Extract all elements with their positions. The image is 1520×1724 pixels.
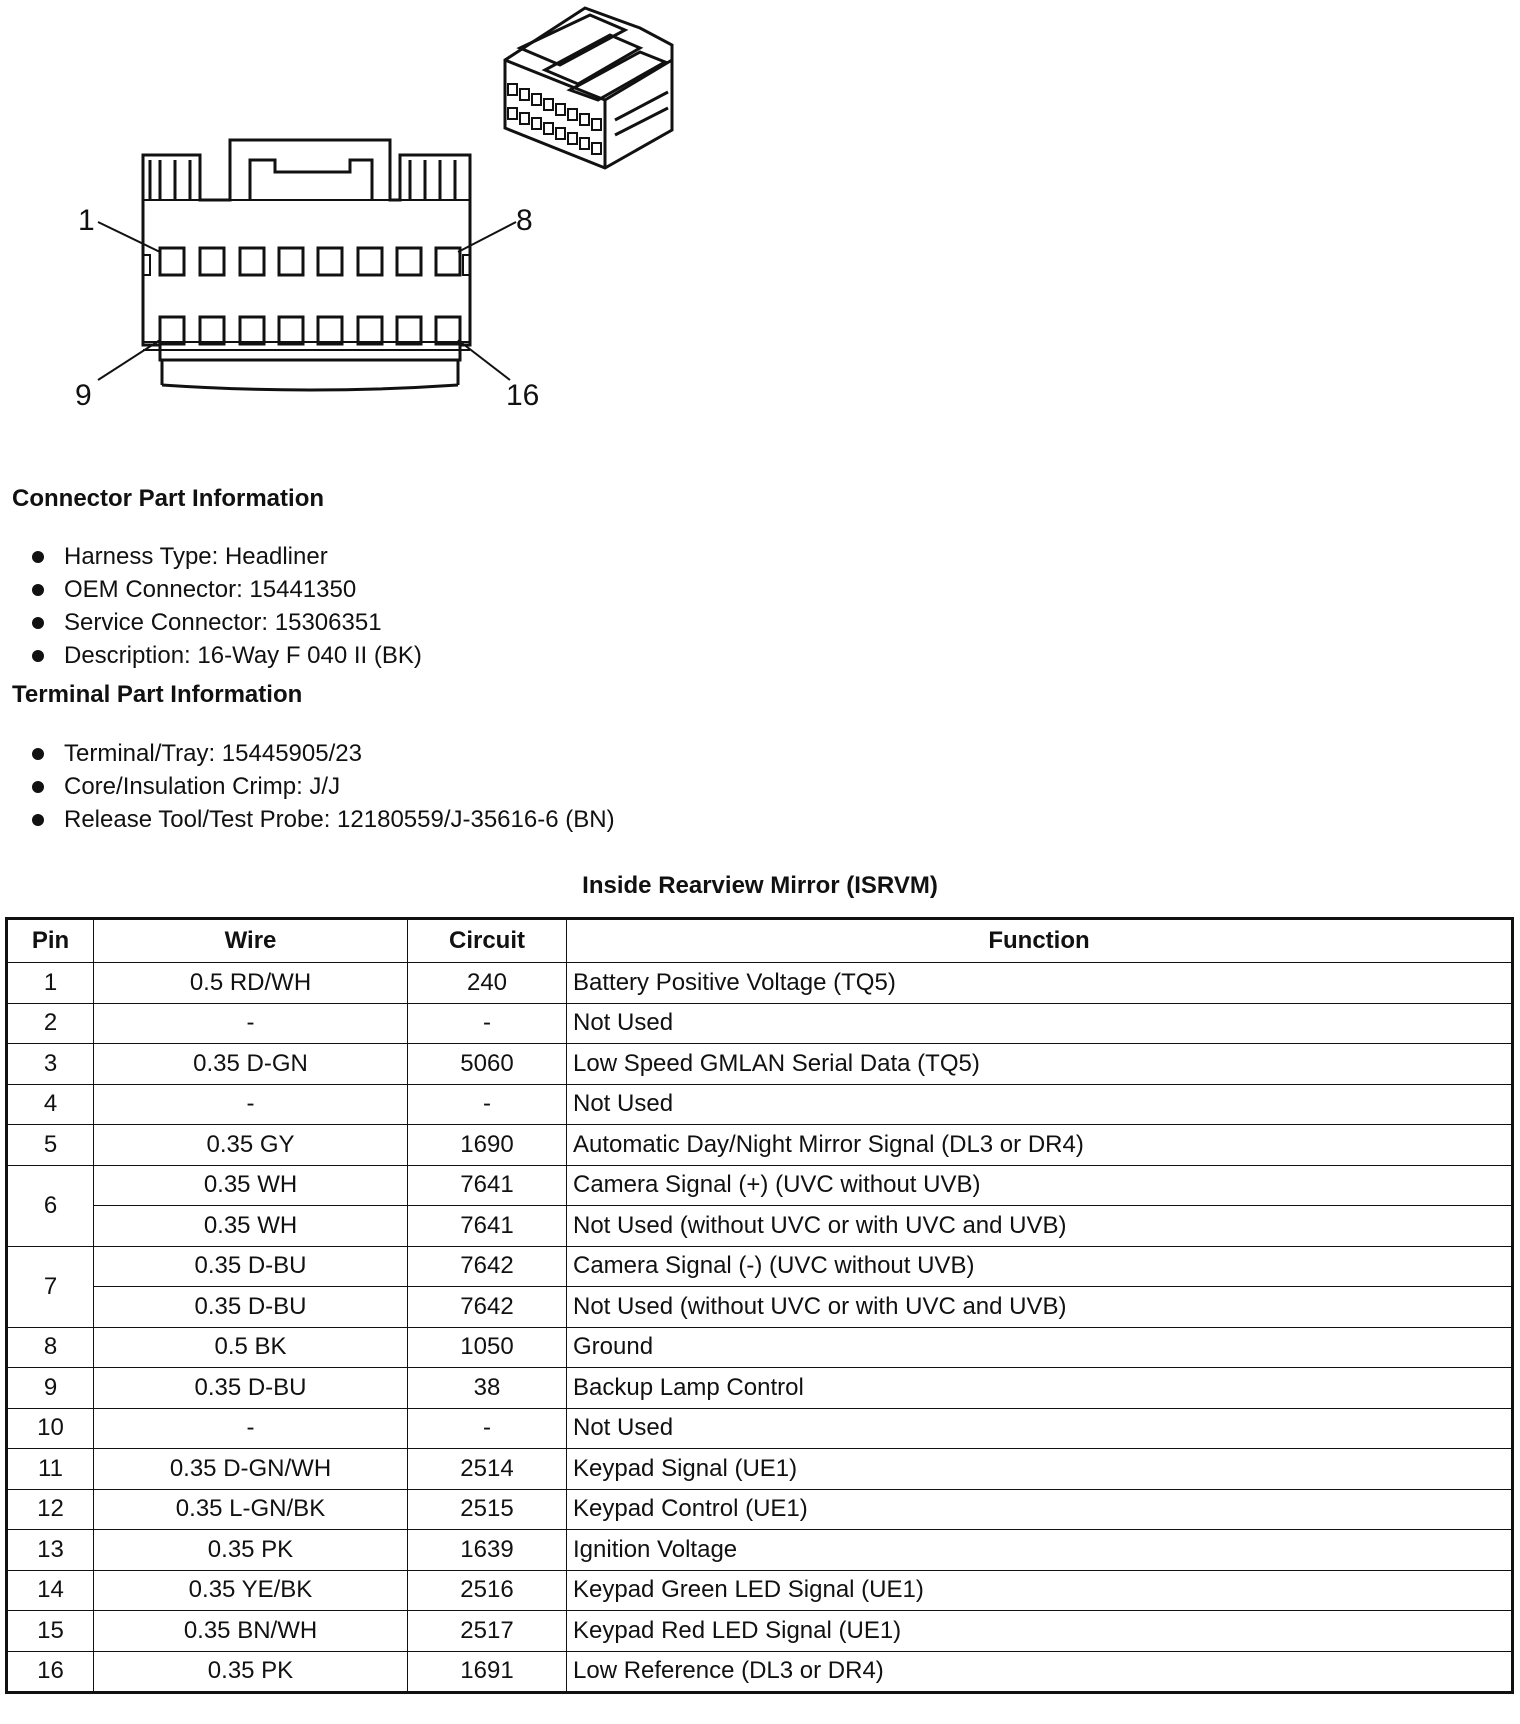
- terminal-part-info-list: [30, 737, 615, 836]
- cell-function: Battery Positive Voltage (TQ5): [567, 963, 1513, 1004]
- cell-circuit: -: [408, 1408, 567, 1449]
- list-item: Harness Type: Headliner: [30, 540, 422, 573]
- list-item: Service Connector: 15306351: [30, 606, 422, 639]
- connector-face-view: [98, 140, 516, 390]
- cell-wire: 0.35 L-GN/BK: [94, 1489, 408, 1530]
- bullet-icon: [32, 748, 44, 760]
- table-row: [7, 1327, 1513, 1368]
- cell-circuit: 1050: [408, 1327, 567, 1368]
- cell-pin: 15: [7, 1611, 94, 1652]
- table-row: [7, 1125, 1513, 1166]
- cell-function: Keypad Control (UE1): [567, 1489, 1513, 1530]
- cell-pin: 6: [7, 1165, 94, 1246]
- table-row: [7, 963, 1513, 1004]
- cell-circuit: 7642: [408, 1246, 567, 1287]
- pin-callout-9: 9: [75, 379, 92, 412]
- cell-circuit: 2517: [408, 1611, 567, 1652]
- header-pin: Pin: [7, 919, 94, 963]
- cell-pin: 1: [7, 963, 94, 1004]
- table-title: Inside Rearview Mirror (ISRVM): [582, 872, 938, 899]
- cell-pin: 5: [7, 1125, 94, 1166]
- cell-function: Not Used: [567, 1408, 1513, 1449]
- cell-wire: 0.35 D-GN: [94, 1044, 408, 1085]
- cell-pin: 3: [7, 1044, 94, 1085]
- list-item: Core/Insulation Crimp: J/J: [30, 770, 615, 803]
- cell-pin: 8: [7, 1327, 94, 1368]
- header-function: Function: [567, 919, 1513, 963]
- table-row: [7, 1489, 1513, 1530]
- cell-pin: 16: [7, 1651, 94, 1693]
- list-item: Terminal/Tray: 15445905/23: [30, 737, 615, 770]
- table-row: [7, 1003, 1513, 1044]
- cell-circuit: 2516: [408, 1570, 567, 1611]
- cell-pin: 14: [7, 1570, 94, 1611]
- table-row: [7, 1044, 1513, 1085]
- pin-table: [5, 917, 1514, 1694]
- pin-callout-8: 8: [516, 204, 533, 237]
- cell-wire: 0.35 PK: [94, 1651, 408, 1693]
- cell-circuit: 7641: [408, 1165, 567, 1206]
- cell-pin: 12: [7, 1489, 94, 1530]
- table-row: [7, 1651, 1513, 1693]
- bullet-icon: [32, 617, 44, 629]
- cell-pin: 9: [7, 1368, 94, 1409]
- cell-wire: 0.35 D-GN/WH: [94, 1449, 408, 1490]
- pin-callout-1: 1: [78, 204, 95, 237]
- cell-function: Not Used (without UVC or with UVC and UVB): [567, 1206, 1513, 1247]
- cell-circuit: 2514: [408, 1449, 567, 1490]
- cell-wire: -: [94, 1408, 408, 1449]
- table-row: [7, 1084, 1513, 1125]
- cell-circuit: 2515: [408, 1489, 567, 1530]
- list-item: Release Tool/Test Probe: 12180559/J-35616-6 (BN): [30, 803, 615, 836]
- cell-function: Backup Lamp Control: [567, 1368, 1513, 1409]
- cell-circuit: 38: [408, 1368, 567, 1409]
- cell-pin: 7: [7, 1246, 94, 1327]
- cell-function: Keypad Green LED Signal (UE1): [567, 1570, 1513, 1611]
- table-row: [7, 1368, 1513, 1409]
- pin-callout-16: 16: [506, 379, 540, 412]
- table-header-row: [7, 919, 1513, 963]
- cell-function: Ignition Voltage: [567, 1530, 1513, 1571]
- cell-wire: 0.35 BN/WH: [94, 1611, 408, 1652]
- header-circuit: Circuit: [408, 919, 567, 963]
- cell-wire: 0.35 WH: [94, 1206, 408, 1247]
- cell-circuit: 1639: [408, 1530, 567, 1571]
- cell-circuit: 7642: [408, 1287, 567, 1328]
- leader-line-9: [98, 340, 160, 380]
- cell-wire: 0.35 PK: [94, 1530, 408, 1571]
- cell-function: Keypad Red LED Signal (UE1): [567, 1611, 1513, 1652]
- header-wire: Wire: [94, 919, 408, 963]
- table-row: [7, 1287, 1513, 1328]
- cell-pin: 2: [7, 1003, 94, 1044]
- cell-wire: -: [94, 1003, 408, 1044]
- bullet-icon: [32, 584, 44, 596]
- table-row: [7, 1246, 1513, 1287]
- cell-pin: 10: [7, 1408, 94, 1449]
- cell-circuit: -: [408, 1003, 567, 1044]
- cell-function: Not Used (without UVC or with UVC and UVB): [567, 1287, 1513, 1328]
- connector-diagram: [0, 0, 760, 440]
- cell-pin: 4: [7, 1084, 94, 1125]
- bullet-icon: [32, 650, 44, 662]
- terminal-part-info-heading: Terminal Part Information: [12, 681, 303, 708]
- cell-wire: 0.35 D-BU: [94, 1246, 408, 1287]
- cell-circuit: 7641: [408, 1206, 567, 1247]
- connector-part-info-list: [30, 540, 422, 672]
- cell-wire: 0.35 D-BU: [94, 1368, 408, 1409]
- bullet-icon: [32, 551, 44, 563]
- cell-function: Not Used: [567, 1003, 1513, 1044]
- cell-function: Not Used: [567, 1084, 1513, 1125]
- table-row: [7, 1165, 1513, 1206]
- cell-wire: 0.35 WH: [94, 1165, 408, 1206]
- table-row: [7, 1530, 1513, 1571]
- bullet-icon: [32, 781, 44, 793]
- cell-wire: 0.35 GY: [94, 1125, 408, 1166]
- cell-function: Ground: [567, 1327, 1513, 1368]
- cell-circuit: -: [408, 1084, 567, 1125]
- cell-pin: 13: [7, 1530, 94, 1571]
- list-item: OEM Connector: 15441350: [30, 573, 422, 606]
- table-row: [7, 1611, 1513, 1652]
- cell-wire: 0.5 RD/WH: [94, 963, 408, 1004]
- cell-circuit: 240: [408, 963, 567, 1004]
- cell-function: Automatic Day/Night Mirror Signal (DL3 or DR4): [567, 1125, 1513, 1166]
- cell-wire: -: [94, 1084, 408, 1125]
- list-item: Description: 16-Way F 040 II (BK): [30, 639, 422, 672]
- connector-3d-illustration: [505, 8, 672, 168]
- cell-circuit: 1690: [408, 1125, 567, 1166]
- bullet-icon: [32, 814, 44, 826]
- table-row: [7, 1570, 1513, 1611]
- cell-circuit: 5060: [408, 1044, 567, 1085]
- cell-function: Keypad Signal (UE1): [567, 1449, 1513, 1490]
- cell-function: Camera Signal (+) (UVC without UVB): [567, 1165, 1513, 1206]
- connector-part-info-heading: Connector Part Information: [12, 485, 325, 512]
- cell-function: Low Reference (DL3 or DR4): [567, 1651, 1513, 1693]
- cell-wire: 0.5 BK: [94, 1327, 408, 1368]
- cell-wire: 0.35 D-BU: [94, 1287, 408, 1328]
- cell-function: Camera Signal (-) (UVC without UVB): [567, 1246, 1513, 1287]
- cell-function: Low Speed GMLAN Serial Data (TQ5): [567, 1044, 1513, 1085]
- cell-pin: 11: [7, 1449, 94, 1490]
- leader-line-16: [458, 340, 510, 380]
- cell-circuit: 1691: [408, 1651, 567, 1693]
- cell-wire: 0.35 YE/BK: [94, 1570, 408, 1611]
- table-row: [7, 1449, 1513, 1490]
- table-row: [7, 1206, 1513, 1247]
- table-row: [7, 1408, 1513, 1449]
